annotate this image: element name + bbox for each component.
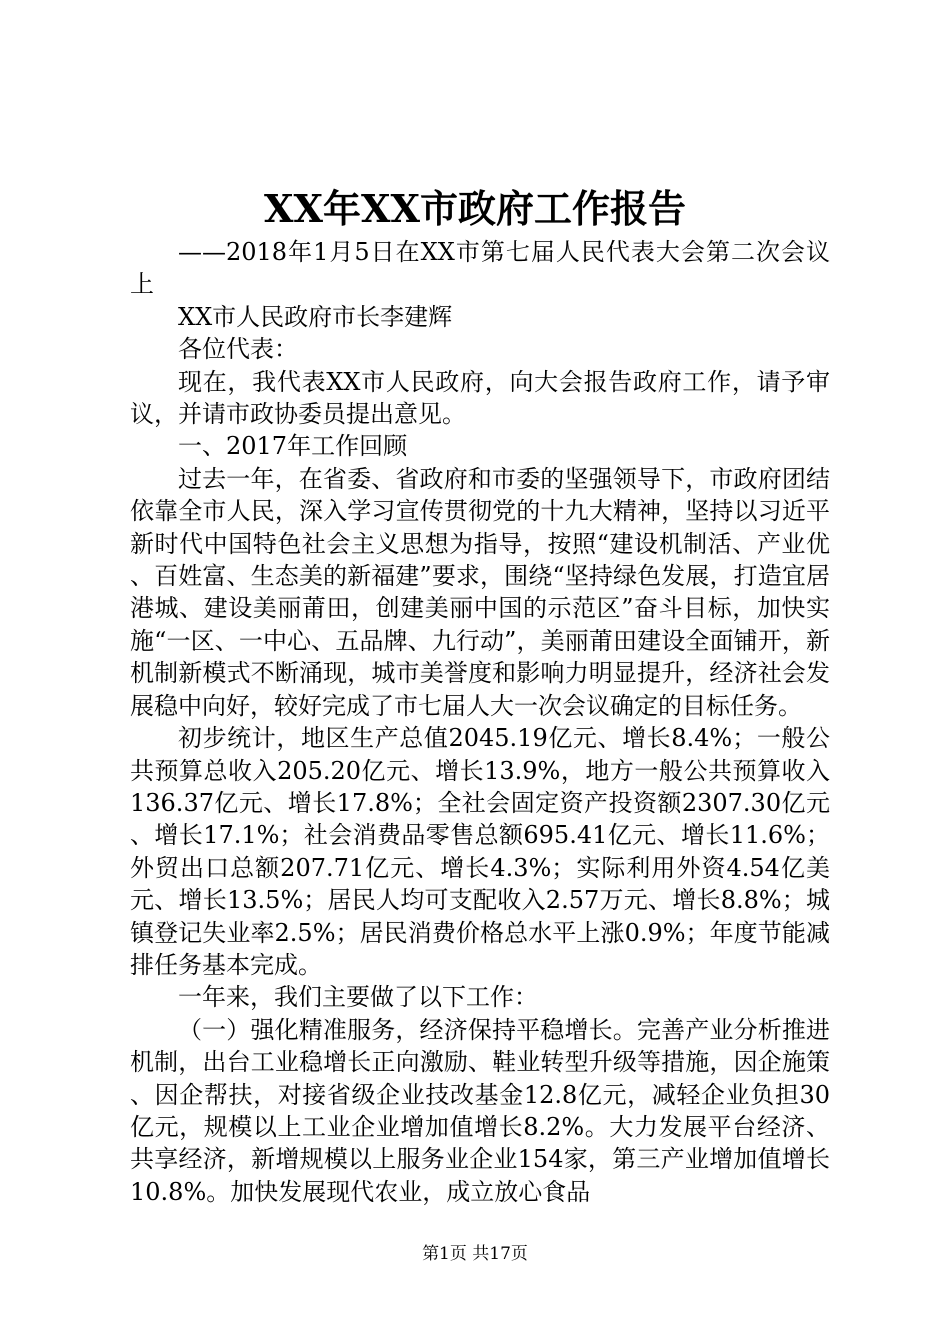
body-paragraph: （一）强化精准服务，经济保持平稳增长。完善产业分析推进机制，出台工业稳增长正向激励、鞋业转型升级等措施，因企施策、因企帮扶，对接省级企业技改基金12.8亿元，减轻企业负担30亿元，规模以上工业企业增加值增长8.2%。大力发展平台经济、共享经济，新增规模以上服务业企业154家，第三产业增加值增长10.8%。加快发展现代农业，成立放心食品 <box>130 1015 830 1206</box>
document-title: XX年XX市政府工作报告 <box>264 186 686 231</box>
subtitle-paragraph: ——2018年1月5日在XX市第七届人民代表大会第二次会议上 <box>130 238 830 299</box>
body-paragraph: 一年来，我们主要做了以下工作： <box>178 983 538 1012</box>
author-paragraph: XX市人民政府市长李建辉 <box>178 302 453 331</box>
document-body <box>130 236 830 1208</box>
section-heading: 一、2017年工作回顾 <box>178 432 408 461</box>
body-paragraph: 初步统计，地区生产总值2045.19亿元、增长8.4%；一般公共预算总收入205.20亿元、增长13.9%，地方一般公共预算收入136.37亿元、增长17.8%；全社会固定资产投资额2307.30亿元、增长17.1%；社会消费品零售总额695.41亿元、增长11.6%；外贸出口总额207.71亿元、增长4.3%；实际利用外资4.54亿美元、增长13.5%；居民人均可支配收入2.57万元、增长8.8%；城镇登记失业率2.5%；居民消费价格总水平上涨0.9%；年度节能减排任务基本完成。 <box>130 724 830 979</box>
body-paragraph: 现在，我代表XX市人民政府，向大会报告政府工作，请予审议，并请市政协委员提出意见。 <box>130 367 830 429</box>
salutation-paragraph: 各位代表： <box>178 335 298 364</box>
body-paragraph: 过去一年，在省委、省政府和市委的坚强领导下，市政府团结依靠全市人民，深入学习宣传贯彻党的十九大精神，坚持以习近平新时代中国特色社会主义思想为指导，按照“建设机制活、产业优、百姓富、生态美的新福建”要求，围绕“坚持绿色发展，打造宜居港城、建设美丽莆田，创建美丽中国的示范区”奋斗目标，加快实施“一区、一中心、五品牌、九行动”，美丽莆田建设全面铺开，新机制新模式不断涌现，城市美誉度和影响力明显提升，经济社会发展稳中向好，较好完成了市七届人大一次会议确定的目标任务。 <box>130 464 830 720</box>
page-number-footer: 第1页 共17页 <box>422 1244 528 1264</box>
